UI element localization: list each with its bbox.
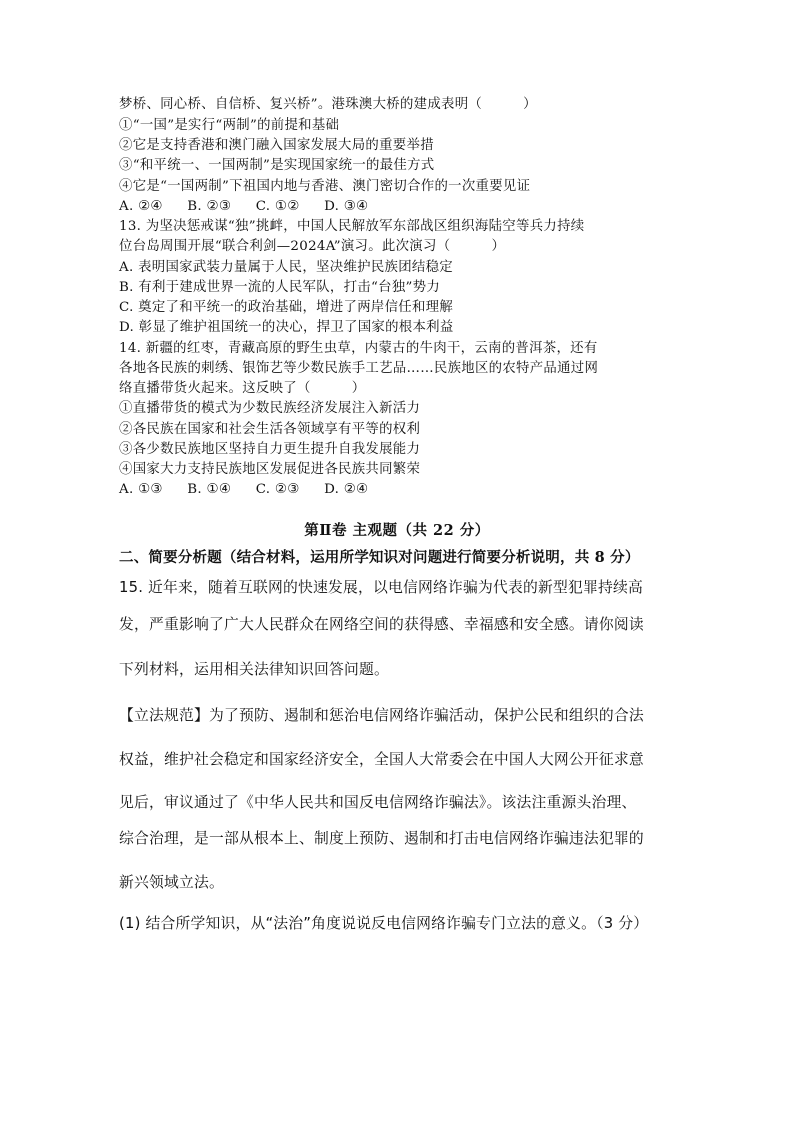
q13-stem-line-2: 位台岛周围开展“联合利剑—2024A”演习。此次演习（ ） bbox=[119, 239, 506, 254]
q15-material-line-1: 【立法规范】为了预防、遏制和惩治电信网络诈骗活动，保护公民和组织的合法 bbox=[119, 707, 644, 724]
q15-subquestion-1: (1) 结合所学知识，从“法治”角度说说反电信网络诈骗专门立法的意义。（3 分） bbox=[119, 915, 649, 932]
q14-statement-2: ②各民族在国家和社会生活各领域享有平等的权利 bbox=[119, 422, 421, 437]
q14-option-c[interactable]: C. ②③ bbox=[255, 482, 300, 497]
q14-stem-line-3: 络直播带货火起来。这反映了（ ） bbox=[119, 381, 366, 396]
q14-stem-line-1: 14. 新疆的红枣，青藏高原的野生虫草，内蒙古的牛肉干，云南的普洱茶，还有 bbox=[119, 341, 598, 356]
q14-option-b[interactable]: B. ①④ bbox=[187, 482, 232, 497]
q14-statement-1: ①直播带货的模式为少数民族经济发展注入新活力 bbox=[119, 401, 421, 416]
q14-stem-line-2: 各地各民族的刺绣、银饰艺等少数民族手工艺品……民族地区的农特产品通过网 bbox=[119, 361, 599, 376]
q15-material-line-3: 见后，审议通过了《中华人民共和国反电信网络诈骗法》。该法注重源头治理、 bbox=[119, 794, 637, 811]
q15-material-line-2: 权益，维护社会稳定和国家经济安全，全国人大常委会在中国人大网公开征求意 bbox=[119, 751, 644, 768]
q14-statement-4: ④国家大力支持民族地区发展促进各民族共同繁荣 bbox=[119, 462, 421, 477]
q13-choice-d[interactable]: D. 彰显了维护祖国统一的决心，捍卫了国家的根本利益 bbox=[119, 320, 454, 335]
q13-choice-a[interactable]: A. 表明国家武装力量属于人民，坚决维护民族团结稳定 bbox=[119, 260, 453, 275]
q12-options bbox=[119, 198, 368, 216]
q12-option-d[interactable]: D. ③④ bbox=[324, 199, 369, 214]
q13-choice-b[interactable]: B. 有利于建成世界一流的人民军队，打击“台独”势力 bbox=[119, 280, 441, 295]
q14-option-a[interactable]: A. ①③ bbox=[119, 482, 163, 497]
q15-stem-line-2: 发，严重影响了广大人民群众在网络空间的获得感、幸福感和安全感。请你阅读 bbox=[119, 616, 644, 633]
q15-stem-line-3: 下列材料，运用相关法律知识回答问题。 bbox=[119, 661, 389, 678]
section-2-heading: 二、简要分析题（结合材料，运用所学知识对问题进行简要分析说明，共 8 分） bbox=[119, 549, 640, 566]
q12-statement-2: ②它是支持香港和澳门融入国家发展大局的重要举措 bbox=[119, 138, 434, 153]
q12-stem-tail: 梦桥、同心桥、自信桥、复兴桥”。港珠澳大桥的建成表明（ ） bbox=[119, 97, 537, 112]
q12-statement-3: ③“和平统一、一国两制”是实现国家统一的最佳方式 bbox=[119, 158, 435, 173]
q14-options bbox=[119, 481, 368, 499]
q15-material-line-5: 新兴领域立法。 bbox=[119, 874, 224, 891]
q12-statement-1: ①“一国”是实行“两制”的前提和基础 bbox=[119, 118, 340, 133]
q12-option-c[interactable]: C. ①② bbox=[255, 199, 300, 214]
q15-stem-line-1: 15. 近年来，随着互联网的快速发展，以电信网络诈骗为代表的新型犯罪持续高 bbox=[119, 579, 643, 596]
q13-stem-line-1: 13. 为坚决惩戒谋“独”挑衅，中国人民解放军东部战区组织海陆空等兵力持续 bbox=[119, 219, 585, 234]
q12-statement-4: ④它是“一国两制”下祖国内地与香港、澳门密切合作的一次重要见证 bbox=[119, 179, 531, 194]
part-2-title: 第Ⅱ卷 主观题（共 22 分） bbox=[304, 522, 490, 539]
q13-choice-c[interactable]: C. 奠定了和平统一的政治基础，增进了两岸信任和理解 bbox=[119, 300, 454, 315]
q15-material-line-4: 综合治理，是一部从根本上、制度上预防、遏制和打击电信网络诈骗违法犯罪的 bbox=[119, 830, 644, 847]
q14-option-d[interactable]: D. ②④ bbox=[324, 482, 369, 497]
q14-statement-3: ③各少数民族地区坚持自力更生提升自我发展能力 bbox=[119, 442, 421, 457]
q12-option-a[interactable]: A. ②④ bbox=[119, 199, 163, 214]
q12-option-b[interactable]: B. ②③ bbox=[187, 199, 232, 214]
